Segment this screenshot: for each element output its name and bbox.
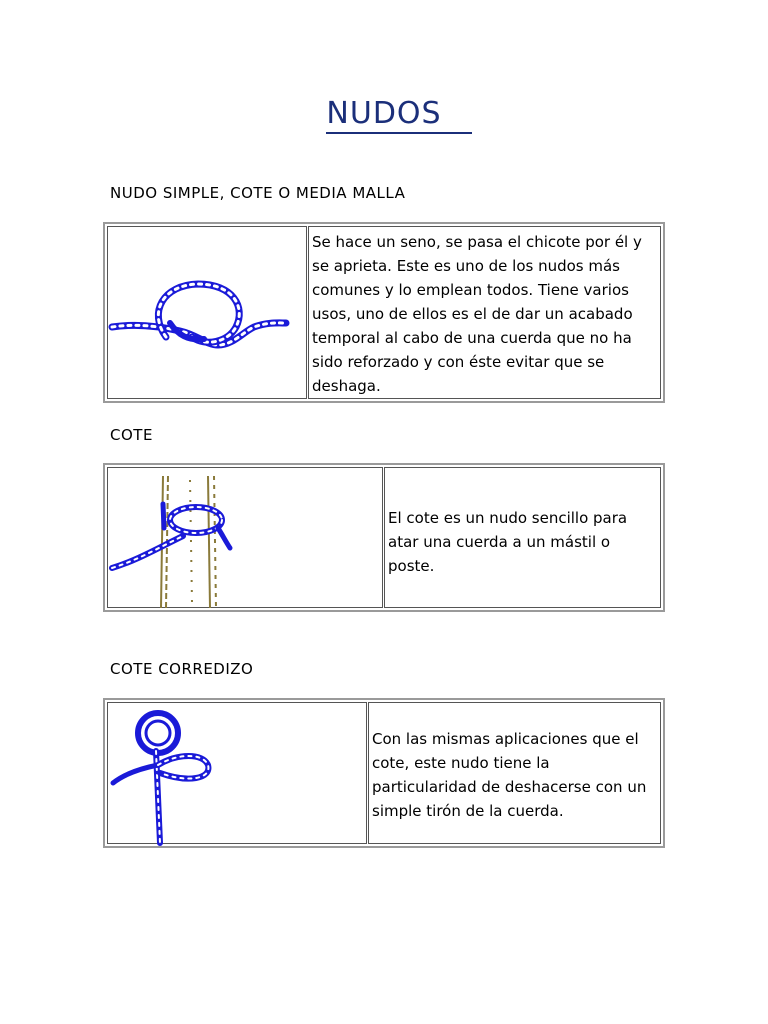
description-cell xyxy=(384,467,661,608)
page-title xyxy=(0,96,768,134)
illustration-cell xyxy=(107,467,383,608)
section-heading-cote: COTE xyxy=(110,426,153,444)
half-hitch-on-pole-illustration-icon xyxy=(108,468,382,611)
knot-table-nudo-simple xyxy=(103,222,665,403)
description-cell xyxy=(368,702,661,844)
page-title-text: NUDOS xyxy=(326,96,471,134)
knot-table-cote xyxy=(103,463,665,612)
description-cell xyxy=(308,226,661,399)
slip-hitch-on-ring-illustration-icon xyxy=(108,703,366,847)
section-heading-cote-corredizo: COTE CORREDIZO xyxy=(110,660,254,678)
section-heading-nudo-simple: NUDO SIMPLE, COTE O MEDIA MALLA xyxy=(110,184,406,202)
overhand-knot-illustration-icon xyxy=(108,227,306,402)
knot-table-cote-corredizo xyxy=(103,698,665,848)
knot-description: Con las mismas aplicaciones que el cote, este nudo tiene la particularidad de deshacerse con un simple tirón de la cuerda. xyxy=(372,730,647,820)
illustration-cell xyxy=(107,702,367,844)
knot-description: Se hace un seno, se pasa el chicote por él y se aprieta. Este es uno de los nudos más comunes y lo emplean todos. Tiene varios usos, uno de ellos es el de dar un acabado temporal al cabo de una cuerda que no ha sido reforzado y con éste evitar que se deshaga. xyxy=(312,233,642,395)
knot-description: El cote es un nudo sencillo para atar una cuerda a un mástil o poste. xyxy=(388,509,628,575)
illustration-cell xyxy=(107,226,307,399)
